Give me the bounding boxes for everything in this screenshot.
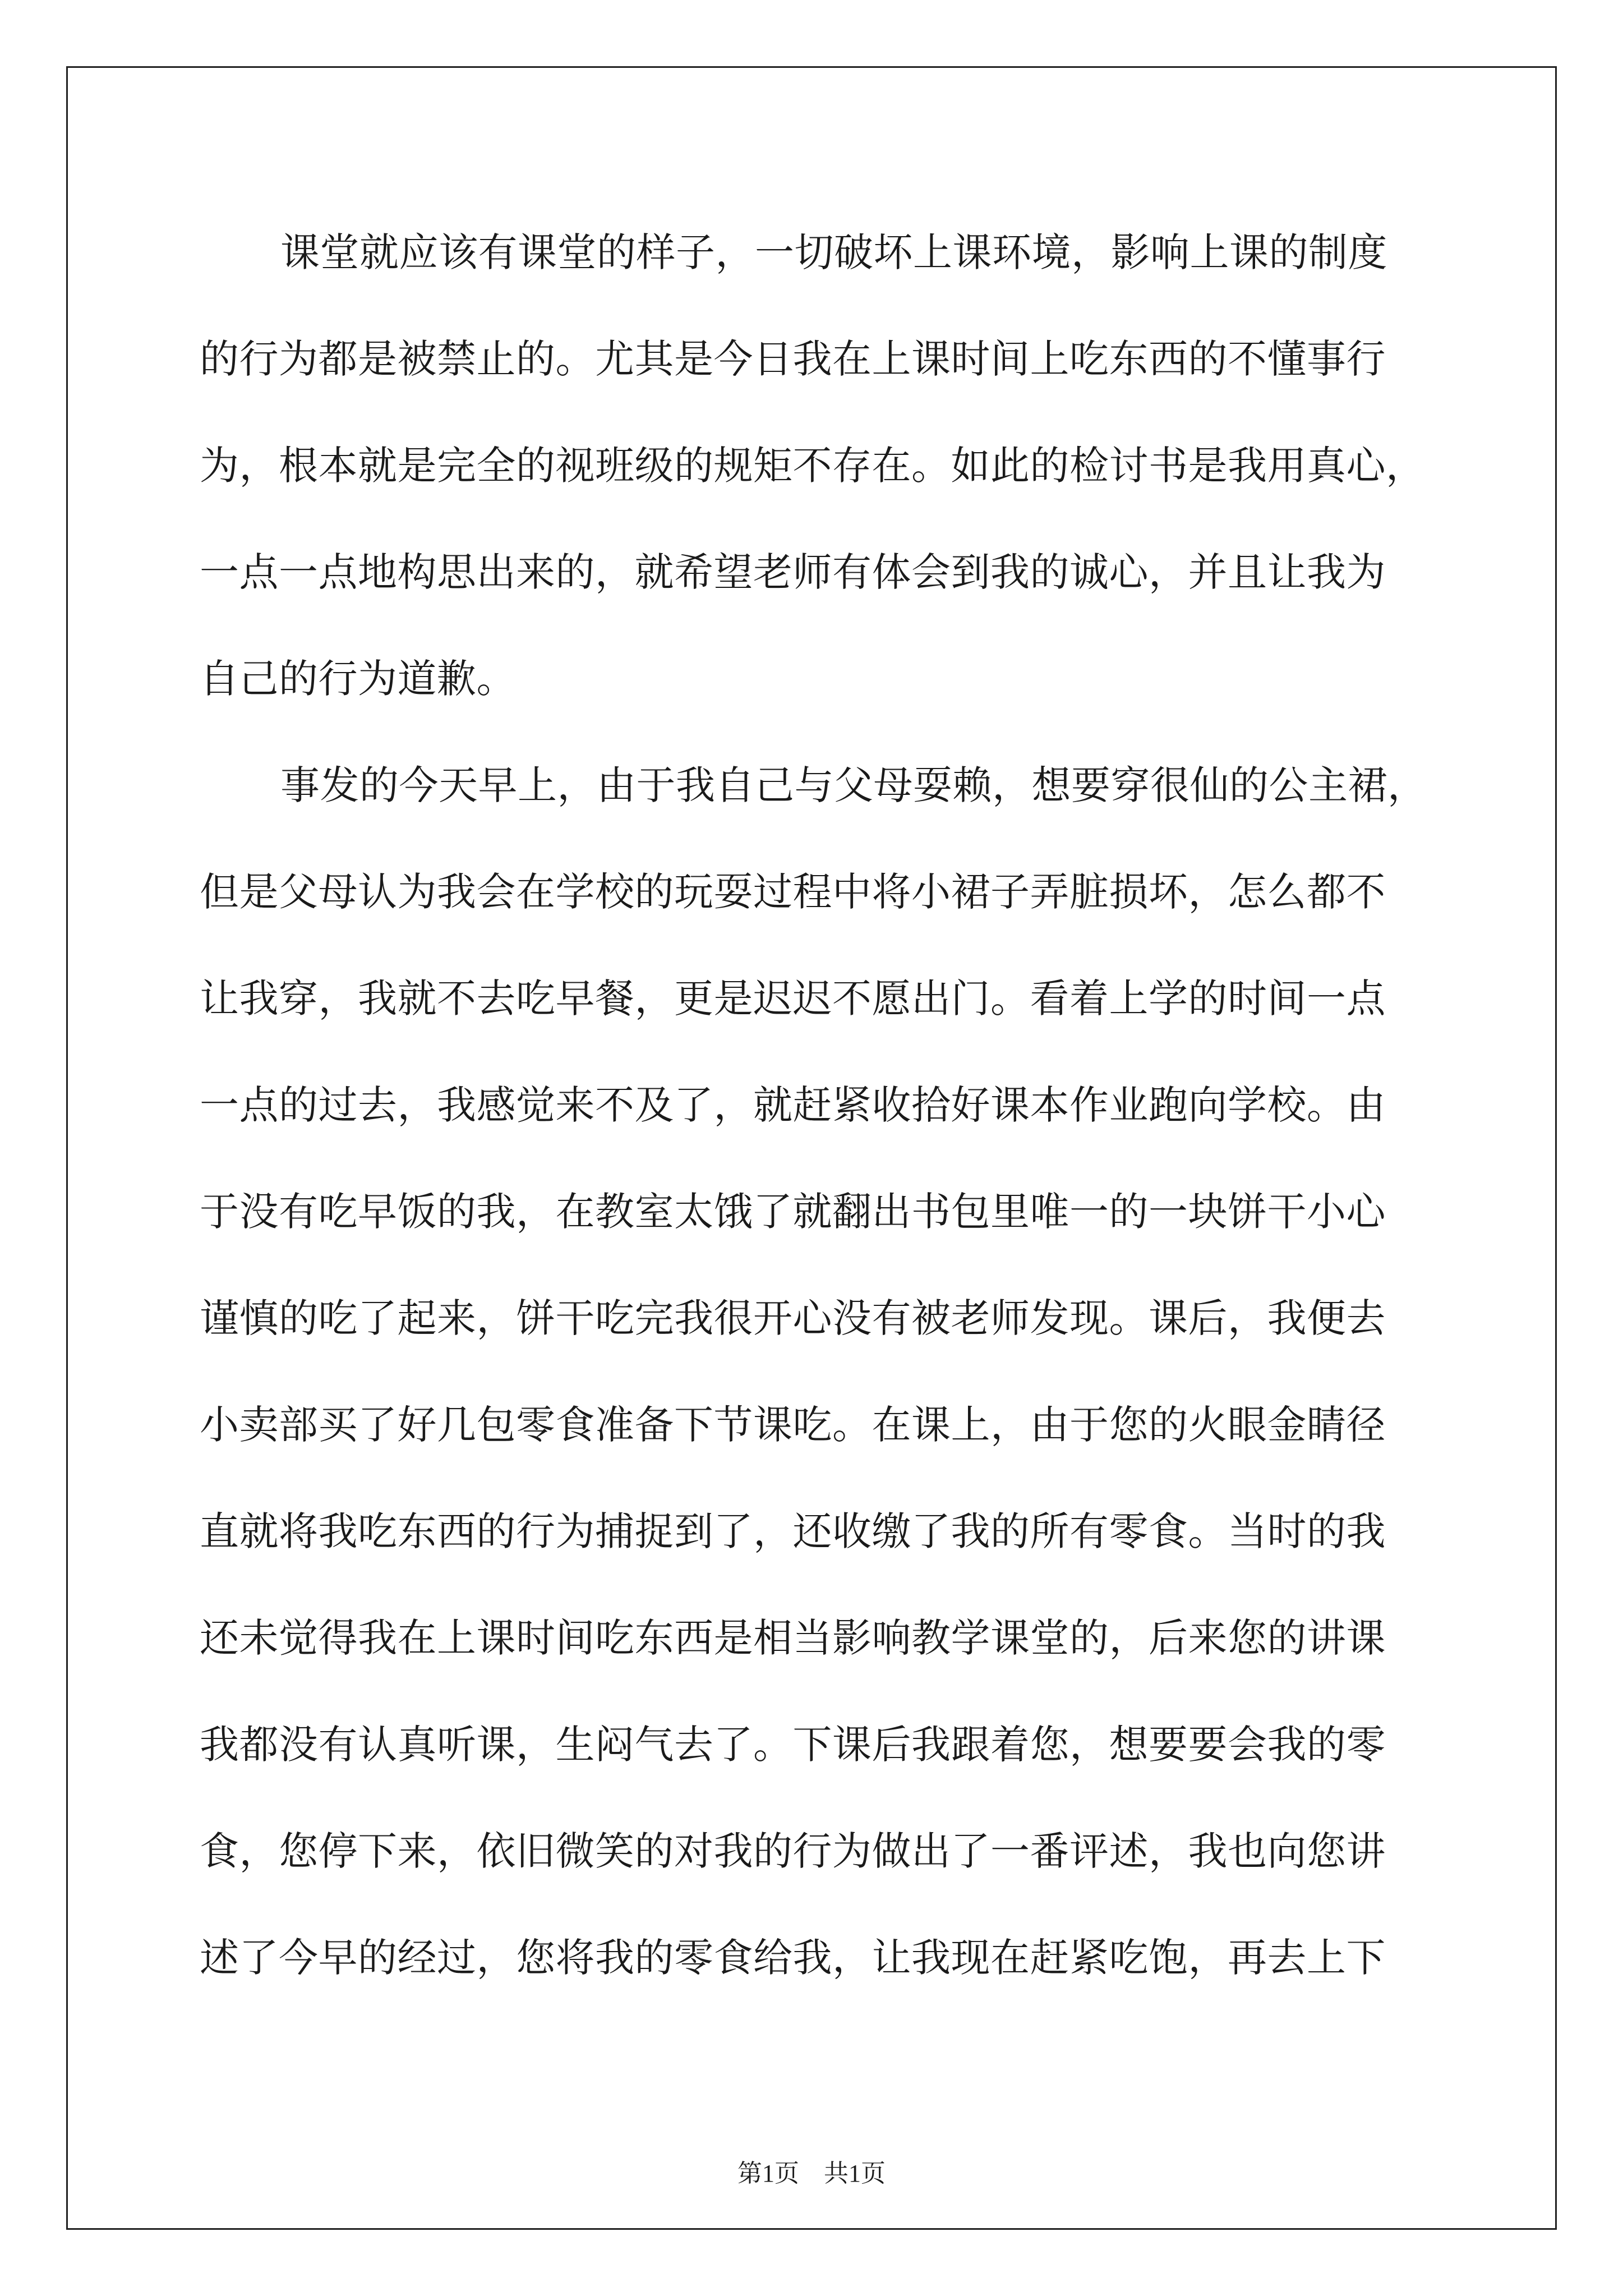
paragraph-2-line-4: 一点的过去，我感觉来不及了，就赶紧收拾好课本作业跑向学校。由 [200,1082,1386,1128]
paragraph-2-line-3: 让我穿，我就不去吃早餐，更是迟迟不愿出门。看着上学的时间一点 [200,976,1386,1022]
paragraph-2-line-9: 还未觉得我在上课时间吃东西是相当影响教学课堂的，后来您的讲课 [200,1615,1386,1661]
paragraph-2-line-12: 述了今早的经过，您将我的零食给我，让我现在赶紧吃饱，再去上下 [200,1935,1386,1981]
document-body [200,213,1427,2025]
paragraph-2-line-10: 我都没有认真听课，生闷气去了。下课后我跟着您，想要要会我的零 [200,1722,1386,1768]
paragraph-1-line-1: 课堂就应该有课堂的样子，一切破坏上课环境，影响上课的制度 [280,229,1387,275]
paragraph-2-line-1: 事发的今天早上，由于我自己与父母耍赖，想要穿很仙的公主裙， [280,762,1427,808]
paragraph-1-line-2: 的行为都是被禁止的。尤其是今日我在上课时间上吃东西的不懂事行 [200,336,1386,382]
paragraph-1-line-4: 一点一点地构思出来的，就希望老师有体会到我的诚心，并且让我为 [200,549,1386,595]
page-number-footer: 第1页 共1页 [737,2160,886,2187]
paragraph-1-line-3: 为，根本就是完全的视班级的规矩不存在。如此的检讨书是我用真心， [200,443,1426,489]
paragraph-1-line-5: 自己的行为道歉。 [200,656,516,702]
paragraph-2-line-6: 谨慎的吃了起来，饼干吃完我很开心没有被老师发现。课后，我便去 [200,1295,1386,1341]
paragraph-2-line-5: 于没有吃早饭的我，在教室太饿了就翻出书包里唯一的一块饼干小心 [200,1189,1386,1235]
paragraph-2-line-11: 食，您停下来，依旧微笑的对我的行为做出了一番评述，我也向您讲 [200,1828,1386,1874]
paragraph-2-line-7: 小卖部买了好几包零食准备下节课吃。在课上，由于您的火眼金睛径 [200,1402,1386,1448]
paragraph-2-line-8: 直就将我吃东西的行为捕捉到了，还收缴了我的所有零食。当时的我 [200,1508,1386,1554]
paragraph-2-line-2: 但是父母认为我会在学校的玩耍过程中将小裙子弄脏损坏，怎么都不 [200,869,1386,915]
